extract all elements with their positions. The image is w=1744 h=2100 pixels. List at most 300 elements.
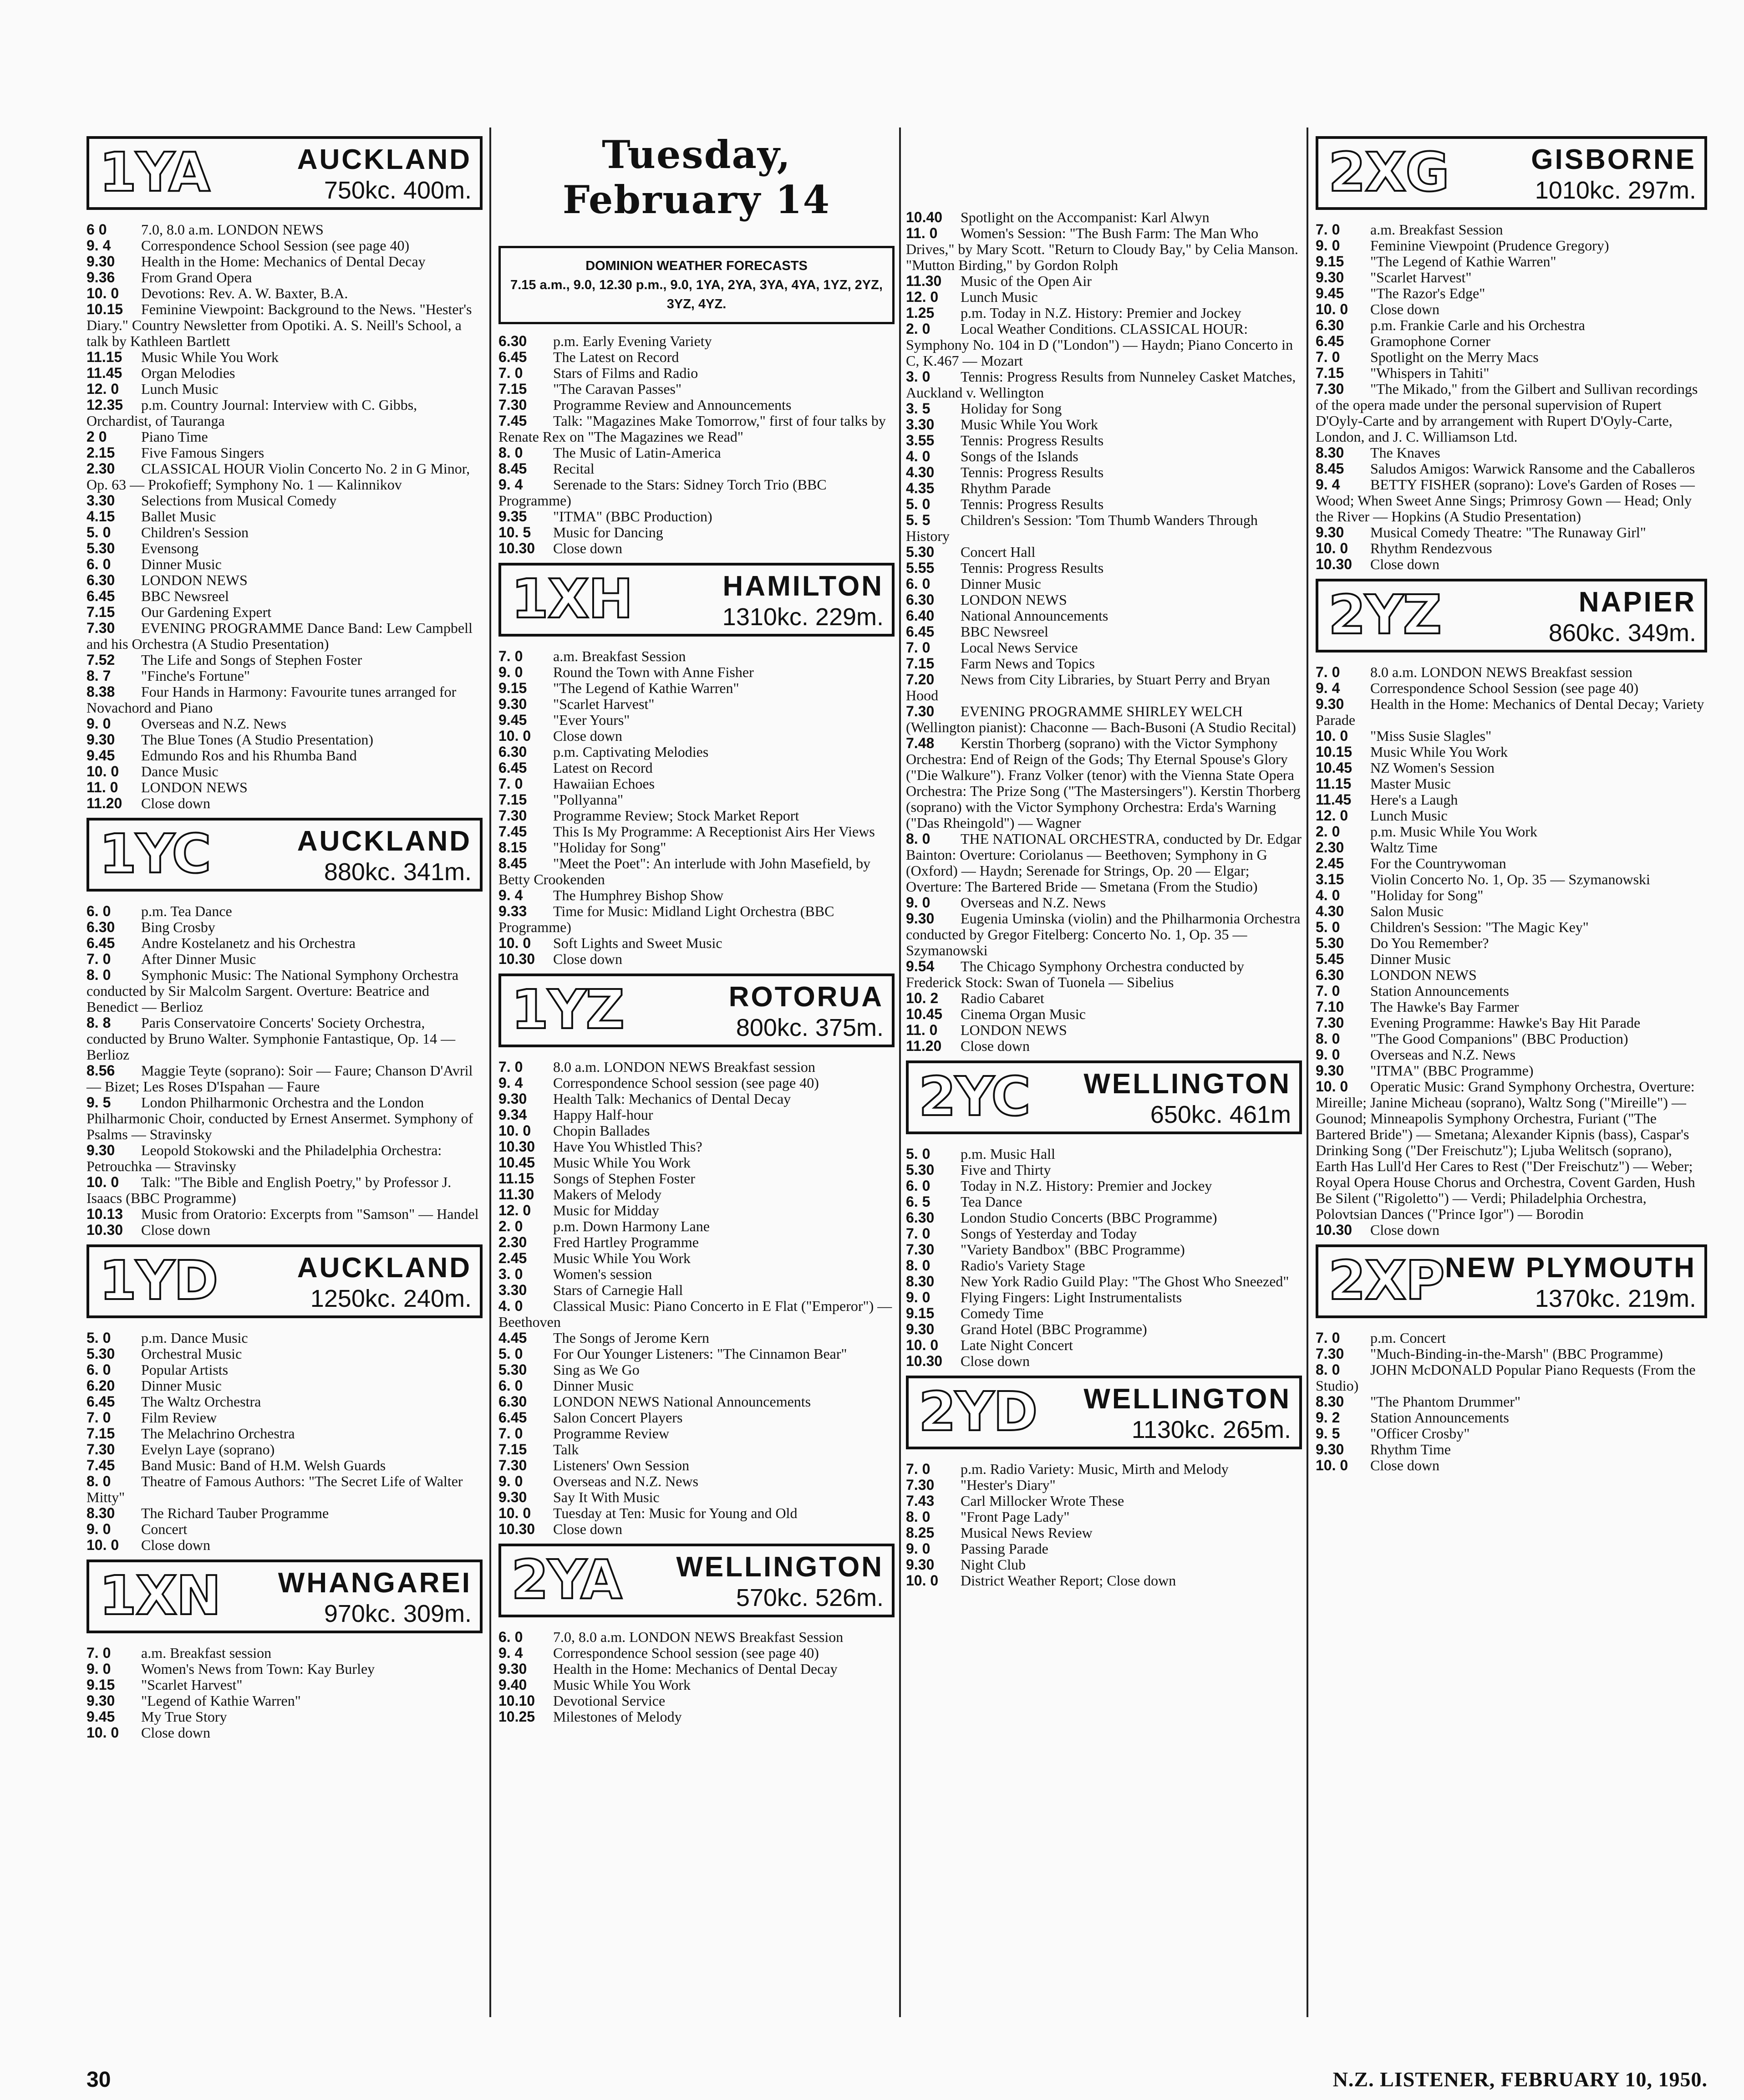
programme-title: EVENING PROGRAMME Dance Band: Lew Campbell and his Orchestra (A Studio Presentation) [86,620,473,652]
programme-entry [498,1489,895,1505]
programme-title: Music for Dancing [553,524,663,540]
programme-time: 12. 0 [498,1202,531,1218]
programme-title: Operatic Music: Grand Symphony Orchestra, Overture: Mireille; Janine Micheau (soprano), Waltz Song ("Mireille") — Gounod; Minneapolis Symphony Orchestra, Furiant ("The Bartered Bride") — Smetana; Alexander Kipnis (bass), Caspar's Drinking Song ("Der Freischutz"); Ljuba Welitsch (soprano), Earth Has Lull'd Her Cares to Rest ("Der Freischutz") — Weber; Royal Opera House Chorus and Orchestra, Covent Garden, Hush Be Silent ("Rigoletto") — Verdi; Philadelphia Orchestra, Polovtsian Dances ("Prince Igor") — Borodin [1316,1078,1695,1222]
programme-title: Programme Review [553,1425,670,1442]
programme-time: 9.36 [86,269,115,285]
station-city: AUCKLAND [297,1252,472,1284]
programme-time: 8.30 [906,1273,935,1290]
programme-time: 10. 0 [1316,1457,1348,1473]
programme-title: p.m. Down Harmony Lane [553,1218,710,1234]
programme-entry [1316,445,1707,461]
programme-time: 5. 0 [906,1146,930,1162]
programme-time: 7.15 [498,791,527,808]
programme-entry [906,735,1302,831]
programme-time: 7.45 [86,1457,115,1473]
programme-title: Songs of the Islands [961,448,1078,464]
programme-title: Radio's Variety Stage [961,1257,1085,1274]
programme-time: 10.30 [498,540,535,556]
programme-entry [86,445,483,461]
programme-entry [906,703,1302,735]
programme-title: The Music of Latin-America [553,444,721,461]
programme-title: Happy Half-hour [553,1106,653,1123]
programme-entry [498,1266,895,1282]
programme-entry [906,273,1302,289]
programme-entry [906,1353,1302,1369]
programme-time: 7.15 [498,381,527,397]
programme-title: Andre Kostelanetz and his Orchestra [141,935,356,951]
station-call-sign: 2YZ [1328,583,1441,646]
programme-entry [498,856,895,887]
programme-title: Feminine Viewpoint (Prudence Gregory) [1370,237,1609,254]
programme-title: "Variety Bandbox" (BBC Programme) [961,1241,1185,1258]
programme-time: 2 0 [86,428,107,445]
programme-entry [498,1139,895,1155]
station-call-sign: 1XH [511,567,632,630]
programme-entry [906,1461,1302,1477]
programme-entry [906,464,1302,480]
programme-time: 10. 0 [498,1505,531,1521]
programme-title: Rhythm Time [1370,1441,1451,1458]
programme-title: Serenade to the Stars: Sidney Torch Trio (BBC Programme) [498,476,827,509]
programme-title: Health in the Home: Mechanics of Dental Decay [141,253,426,270]
programme-title: "Meet the Poet": An interlude with John Masefield, by Betty Crookenden [498,855,871,887]
programme-entry [906,480,1302,496]
station-frequency: 1010kc. 297m. [1535,177,1696,204]
programme-entry [1316,840,1707,856]
station-header [498,563,895,637]
programme-title: The Melachrino Orchestra [141,1425,295,1442]
programme-time: 10.30 [86,1222,123,1238]
programme-entry [1316,824,1707,840]
programme-time: 10. 0 [1316,728,1348,744]
programme-time: 4.30 [906,464,935,480]
programme-title: Overseas and N.Z. News [1370,1046,1516,1063]
programme-entry [498,1298,895,1330]
programme-time: 11.30 [498,1186,534,1203]
programme-time: 7.30 [1316,381,1344,397]
programme-entry [906,1274,1302,1290]
programme-entry [1316,461,1707,477]
programme-time: 8. 7 [86,668,111,684]
programme-entry [906,1493,1302,1509]
programme-title: Close down [141,1724,210,1741]
programme-title: Tennis: Progress Results [961,560,1104,576]
programme-entry [1316,999,1707,1015]
programme-entry [906,672,1302,703]
programme-entry [1316,872,1707,887]
programme-entry [86,349,483,365]
programme-entry [1316,1063,1707,1079]
programme-title: Songs of Stephen Foster [553,1170,695,1187]
programme-title: Classical Music: Piano Concerto in E Flat ("Emperor") — Beethoven [498,1298,892,1330]
programme-entry [498,1426,895,1442]
programme-time: 8. 0 [906,831,930,847]
programme-time: 11.45 [1316,791,1352,808]
programme-time: 10. 0 [906,1572,939,1589]
programme-title: Music for Midday [553,1202,659,1218]
programme-time: 4. 0 [906,448,930,464]
programme-time: 2. 0 [1316,823,1340,840]
programme-entry [906,401,1302,417]
programme-entry [1316,238,1707,254]
programme-title: Fred Hartley Programme [553,1234,699,1250]
programme-time: 10. 0 [498,728,531,744]
programme-time: 5. 0 [86,524,111,540]
programme-time: 6. 0 [906,1177,930,1194]
programme-entry [498,349,895,365]
programme-time: 11. 0 [906,225,938,241]
station-city: WELLINGTON [1083,1068,1291,1100]
programme-title: Tennis: Progress Results [961,496,1104,512]
programme-time: 7. 0 [498,775,523,792]
programme-title: Talk [553,1441,579,1458]
programme-time: 9. 0 [1316,1046,1340,1063]
programme-time: 6.20 [86,1377,115,1394]
programme-entry [1316,349,1707,365]
programme-entry [498,1123,895,1139]
programme-title: Tennis: Progress Results [961,432,1104,449]
programme-entry [1316,1222,1707,1238]
programme-entry [906,1022,1302,1038]
programme-time: 6.30 [86,919,115,935]
programme-entry [86,748,483,764]
programme-entry [86,780,483,795]
programme-title: Spotlight on the Merry Macs [1370,349,1539,365]
programme-entry [1316,556,1707,572]
programme-title: Five and Thirty [961,1162,1051,1178]
programme-title: Correspondence School session (see page 40) [553,1645,819,1661]
programme-time: 9.15 [498,680,527,696]
programme-entry [1316,525,1707,540]
programme-time: 9.45 [86,747,115,764]
programme-time: 6.30 [498,744,527,760]
programme-title: "Scarlet Harvest" [141,1677,243,1693]
programme-time: 9. 4 [498,887,523,903]
programme-title: Grand Hotel (BBC Programme) [961,1321,1147,1337]
programme-title: "The Legend of Kathie Warren" [553,680,739,696]
programme-entry [86,967,483,1015]
programme-time: 9.15 [906,1305,935,1321]
programme-title: Children's Session: "The Magic Key" [1370,919,1589,935]
programme-entry [498,1234,895,1250]
programme-title: Have You Whistled This? [553,1138,702,1155]
programme-title: LONDON NEWS [1370,967,1477,983]
programme-title: "Holiday for Song" [553,839,666,856]
programme-title: Devotions: Rev. A. W. Baxter, B.A. [141,285,348,301]
programme-entry [1316,1031,1707,1047]
station-city: WELLINGTON [1083,1383,1291,1415]
programme-time: 4. 0 [498,1298,523,1314]
programme-time: 5. 0 [1316,919,1340,935]
programme-entry [86,301,483,349]
programme-time: 6.30 [906,1209,935,1226]
programme-time: 8.45 [498,460,527,477]
column-1 [86,130,483,1741]
programme-time: 2.45 [1316,855,1344,872]
weather-times: 7.15 a.m., 9.0, 12.30 p.m., 9.0, 1YA, 2YA, 3YA, 4YA, 1YZ, 2YZ, 3YZ, 4YZ. [510,278,883,311]
programme-entry [86,1410,483,1426]
programme-entry [498,1107,895,1123]
programme-title: Close down [553,1521,622,1537]
programme-time: 7. 0 [498,648,523,664]
programme-title: Our Gardening Expert [141,604,272,620]
programme-time: 6.30 [906,591,935,608]
programme-entry [498,680,895,696]
programme-title: "The Razor's Edge" [1370,285,1485,301]
programme-time: 8. 0 [906,1509,930,1525]
programme-time: 10.30 [906,1353,943,1369]
programme-title: Hawaiian Echoes [553,775,655,792]
weather-heading: DOMINION WEATHER FORECASTS [585,259,808,273]
programme-title: NZ Women's Session [1370,759,1495,776]
programme-title: Music While You Work [553,1677,691,1693]
programme-entry [906,417,1302,433]
station-city: WELLINGTON [676,1551,884,1583]
programme-time: 9.54 [906,958,935,974]
programme-title: LONDON NEWS National Announcements [553,1393,811,1410]
programme-entry [498,840,895,856]
station-call-sign: 1YA [99,141,209,204]
programme-title: a.m. Breakfast Session [1370,221,1503,238]
programme-entry [86,222,483,238]
programme-time: 10. 0 [1316,1078,1348,1095]
programme-title: LONDON NEWS [141,779,248,795]
station-frequency: 800kc. 375m. [736,1014,884,1041]
programme-time: 6. 0 [86,1361,111,1378]
station-header [906,1376,1302,1449]
programme-time: 11.20 [86,795,122,811]
programme-time: 9. 2 [1316,1409,1340,1426]
programme-time: 6.30 [498,1393,527,1410]
programme-time: 11.45 [86,365,122,381]
programme-title: Selections from Musical Comedy [141,492,337,509]
programme-time: 7. 0 [906,639,930,656]
programme-title: District Weather Report; Close down [961,1572,1176,1589]
programme-title: Rhythm Rendezvous [1370,540,1492,556]
programme-time: 10. 0 [1316,540,1348,556]
programme-time: 9.45 [86,1708,115,1725]
programme-entry [86,429,483,445]
programme-title: Close down [553,951,622,967]
programme-time: 9.30 [906,1321,935,1337]
programme-entry [1316,983,1707,999]
programme-time: 10. 0 [906,1337,939,1353]
programme-entry [86,716,483,732]
programme-entry [1316,1362,1707,1394]
programme-time: 5.30 [906,544,935,560]
programme-time: 7.30 [498,807,527,824]
programme-time: 5. 0 [86,1330,111,1346]
programme-title: Bing Crosby [141,919,215,935]
station-call-sign: 1XN [99,1564,220,1627]
programme-entry [906,1573,1302,1589]
programme-title: The Humphrey Bishop Show [553,887,724,903]
programme-time: 7. 0 [906,1225,930,1242]
programme-title: Close down [1370,1222,1439,1238]
programme-time: 10.30 [498,951,535,967]
programme-time: 6.30 [1316,967,1344,983]
programme-time: 8.30 [1316,444,1344,461]
station-header [498,1544,895,1617]
programme-title: Overseas and N.Z. News [141,715,287,732]
programme-time: 6. 0 [86,556,111,572]
programme-time: 6.45 [498,349,527,365]
programme-time: 6. 0 [498,1629,523,1645]
programme-title: After Dinner Music [141,951,256,967]
programme-time: 7. 0 [498,1425,523,1442]
column-2 [498,228,895,1725]
programme-title: Comedy Time [961,1305,1044,1321]
programme-entry [498,525,895,540]
programme-title: Listeners' Own Session [553,1457,690,1473]
programme-entry [906,1321,1302,1337]
programme-entry [498,1362,895,1378]
programme-title: Music While You Work [141,349,279,365]
programme-time: 3. 0 [498,1266,523,1282]
programme-entry [906,289,1302,305]
programme-entry [498,1250,895,1266]
programme-title: Evelyn Laye (soprano) [141,1441,275,1458]
programme-title: "Pollyanna" [553,791,624,808]
programme-entry [498,776,895,792]
programme-title: Farm News and Topics [961,655,1095,672]
programme-entry [498,903,895,935]
programme-title: Film Review [141,1409,217,1426]
programme-time: 10. 0 [86,1174,119,1190]
programme-title: Tennis: Progress Results [961,464,1104,480]
programme-title: Devotional Service [553,1692,666,1709]
programme-entry [906,225,1302,273]
programme-entry [86,1677,483,1693]
programme-entry [906,624,1302,640]
programme-entry [86,238,483,254]
programme-entry [906,895,1302,911]
programme-entry [1316,365,1707,381]
programme-entry [1316,1015,1707,1031]
programme-entry [906,1242,1302,1258]
programme-time: 7.45 [498,823,527,840]
programme-title: Health in the Home: Mechanics of Dental Decay [553,1661,838,1677]
programme-time: 9. 0 [906,1540,930,1557]
programme-time: 6.40 [906,607,935,624]
station-city: ROTORUA [728,981,884,1013]
programme-title: Lunch Music [1370,807,1448,824]
programme-title: CLASSICAL HOUR Violin Concerto No. 2 in G Minor, Op. 63 — Prokofieff; Symphony No. 1 — Kalinnikov [86,460,470,493]
programme-entry [1316,951,1707,967]
programme-title: The Songs of Jerome Kern [553,1330,710,1346]
programme-title: BETTY FISHER (soprano): Love's Garden of Roses — Wood; When Sweet Anne Sings; Primrosy Gown — Head; Only the River — Hopkins (A Studio Presentation) [1316,476,1695,525]
programme-title: The Richard Tauber Programme [141,1505,329,1521]
programme-time: 6. 5 [906,1193,930,1210]
programme-title: p.m. Music Hall [961,1146,1055,1162]
programme-entry [498,824,895,840]
programme-title: New York Radio Guild Play: "The Ghost Who Sneezed" [961,1273,1289,1290]
station-call-sign: 2YD [919,1380,1037,1443]
programme-entry [906,1006,1302,1022]
programme-title: "Scarlet Harvest" [1370,269,1472,285]
programme-title: Lunch Music [141,381,219,397]
programme-entry [498,365,895,381]
programme-entry [1316,680,1707,696]
programme-entry [86,397,483,429]
programme-time: 3.55 [906,432,935,449]
programme-time: 10.45 [1316,759,1352,776]
programme-entry [86,1015,483,1063]
programme-time: 7. 0 [906,1461,930,1477]
programme-title: Dinner Music [553,1377,634,1394]
programme-time: 7.43 [906,1493,935,1509]
programme-title: Local Weather Conditions. CLASSICAL HOUR: Symphony No. 104 in D ("London") — Haydn; Piano Concerto in C, K.467 — Mozart [906,321,1293,369]
programme-time: 10. 0 [86,1537,119,1553]
programme-entry [86,903,483,919]
programme-title: London Philharmonic Orchestra and the London Philharmonic Choir, conducted by Ernest Ansermet. Symphony of Psalms — Stravinsky [86,1094,473,1142]
station-frequency: 750kc. 400m. [324,177,472,204]
programme-time: 10.45 [498,1154,535,1171]
programme-entry [86,1206,483,1222]
programme-entry [498,1629,895,1645]
programme-time: 10.10 [498,1692,535,1709]
programme-time: 5. 0 [498,1346,523,1362]
programme-entry [906,321,1302,369]
programme-title: THE NATIONAL ORCHESTRA, conducted by Dr. Edgar Bainton: Overture: Coriolanus — Beethoven; Symphony in G (Oxford) — Haydn; Serenade for Strings, Op. 20 — Elgar; Overture: The Bartered Bride — Smetana (From the Studio) [906,831,1302,895]
programme-entry [86,381,483,397]
programme-time: 7.30 [906,703,935,719]
programme-entry [1316,381,1707,445]
programme-title: Passing Parade [961,1540,1048,1557]
programme-entry [498,1330,895,1346]
programme-time: 9.30 [1316,1441,1344,1458]
programme-entry [906,592,1302,608]
programme-time: 5.30 [498,1361,527,1378]
programme-time: 9. 4 [498,1075,523,1091]
programme-time: 2. 0 [498,1218,523,1234]
programme-entry [906,369,1302,401]
programme-title: The Life and Songs of Stephen Foster [141,652,362,668]
station-call-sign: 1YZ [511,978,624,1041]
programme-time: 9.30 [498,1489,527,1505]
programme-title: Station Announcements [1370,1409,1509,1426]
programme-entry [498,1458,895,1473]
programme-title: Band Music: Band of H.M. Welsh Guards [141,1457,386,1473]
programme-title: "ITMA" (BBC Production) [553,508,712,525]
programme-entry [498,1075,895,1091]
station-city: NEW PLYMOUTH [1444,1252,1696,1284]
programme-entry [86,493,483,509]
programme-time: 9.45 [498,712,527,728]
station-frequency: 1130kc. 265m. [1131,1416,1291,1443]
programme-time: 9.34 [498,1106,527,1123]
programme-time: 11.30 [906,273,942,289]
programme-title: Close down [1370,556,1439,572]
programme-entry [498,381,895,397]
programme-title: My True Story [141,1708,227,1725]
programme-time: 9.30 [86,253,115,270]
programme-entry [498,1693,895,1709]
programme-title: Theatre of Famous Authors: "The Secret Life of Walter Mitty" [86,1473,463,1505]
station-city: HAMILTON [722,571,884,602]
programme-entry [906,1210,1302,1226]
programme-title: p.m. Frankie Carle and his Orchestra [1370,317,1585,333]
programme-time: 8.25 [906,1524,935,1541]
programme-title: Carl Millocker Wrote These [961,1493,1124,1509]
programme-entry [906,1557,1302,1573]
programme-time: 9.30 [498,1661,527,1677]
programme-time: 7.48 [906,735,935,751]
programme-entry [1316,1346,1707,1362]
programme-entry [1316,792,1707,808]
programme-time: 9.30 [498,1091,527,1107]
programme-time: 5.45 [1316,951,1344,967]
